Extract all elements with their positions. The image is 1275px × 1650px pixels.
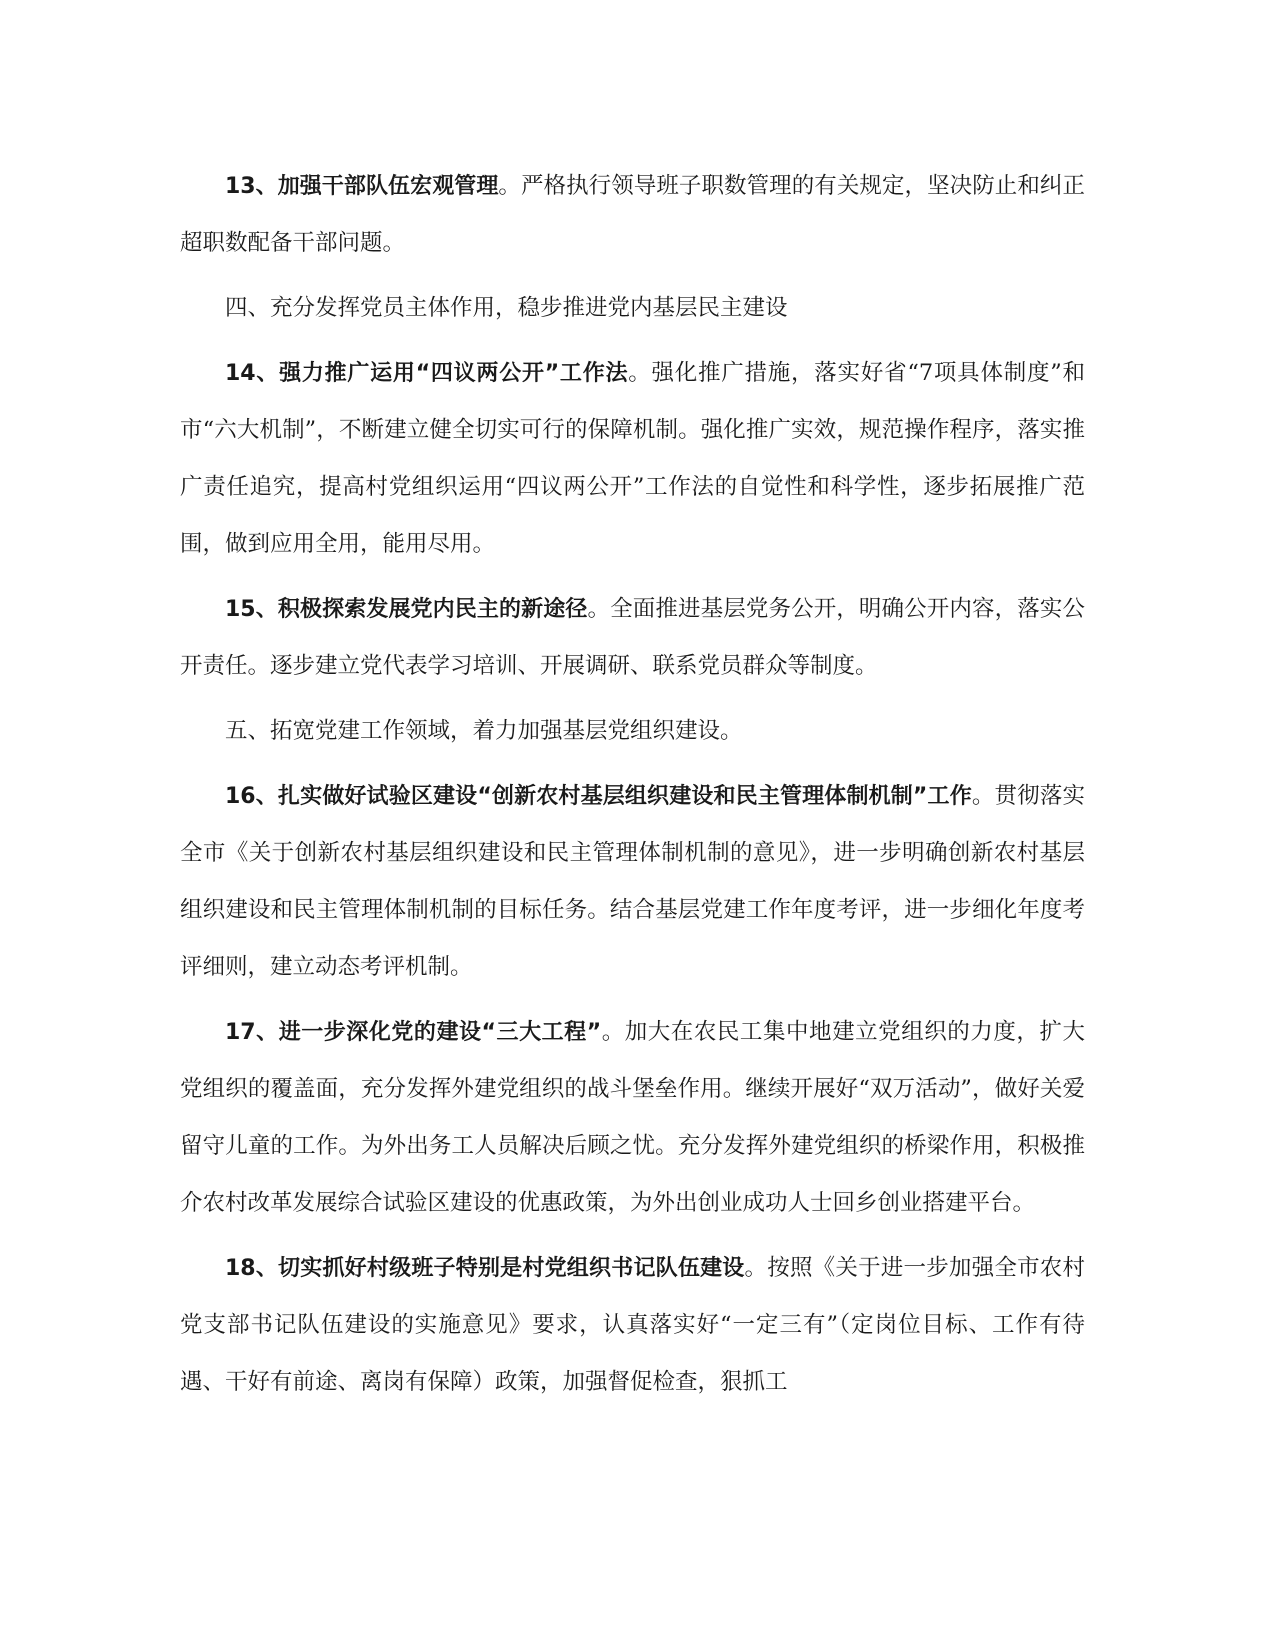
paragraph-item-16 [180, 768, 1085, 996]
item-title: 14、强力推广运用“四议两公开”工作法 [225, 361, 629, 386]
item-title: 15、积极探索发展党内民主的新途径 [225, 597, 588, 622]
section-heading-5: 五、拓宽党建工作领域，着力加强基层党组织建设。 [225, 718, 743, 744]
paragraph-item-18 [180, 1240, 1085, 1411]
item-title: 17、进一步深化党的建设“三大工程” [225, 1020, 602, 1045]
item-body: 。加大在农民工集中地建立党组织的力度，扩大党组织的覆盖面，充分发挥外建党组织的战斗堡垒作用。继续开展好“双万活动”，做好关爱留守儿童的工作。为外出务工人员解决后顾之忧。充分发挥外建党组织的桥梁作用，积极推介农村改革发展综合试验区建设的优惠政策，为外出创业成功人士回乡创业搭建平台。 [180, 1019, 1085, 1216]
paragraph-item-15 [180, 581, 1085, 695]
item-body: 。贯彻落实全市《关于创新农村基层组织建设和民主管理体制机制的意见》，进一步明确创新农村基层组织建设和民主管理体制机制的目标任务。结合基层党建工作年度考评，进一步细化年度考评细则，建立动态考评机制。 [180, 783, 1085, 980]
item-body: 。强化推广措施，落实好省“7项具体制度”和市“六大机制”，不断建立健全切实可行的保障机制。强化推广实效，规范操作程序，落实推广责任追究，提高村党组织运用“四议两公开”工作法的自觉性和科学性，逐步拓展推广范围，做到应用全用，能用尽用。 [180, 360, 1085, 557]
item-title: 13、加强干部队伍宏观管理 [225, 174, 499, 199]
paragraph-item-17 [180, 1004, 1085, 1232]
item-body: 。按照《关于进一步加强全市农村党支部书记队伍建设的实施意见》要求，认真落实好“一定三有”（定岗位目标、工作有待遇、干好有前途、离岗有保障）政策，加强督促检查，狠抓工 [180, 1255, 1085, 1395]
item-title: 18、切实抓好村级班子特别是村党组织书记队伍建设 [225, 1256, 745, 1281]
item-body: 。全面推进基层党务公开，明确公开内容，落实公开责任。逐步建立党代表学习培训、开展调研、联系党员群众等制度。 [180, 596, 1085, 679]
paragraph-item-13 [180, 158, 1085, 272]
paragraph-item-14 [180, 345, 1085, 573]
item-body: 。严格执行领导班子职数管理的有关规定，坚决防止和纠正超职数配备干部问题。 [180, 173, 1085, 256]
document-page [180, 158, 1085, 1411]
section-heading-4: 四、充分发挥党员主体作用，稳步推进党内基层民主建设 [225, 295, 788, 321]
item-title: 16、扎实做好试验区建设“创新农村基层组织建设和民主管理体制机制”工作 [225, 784, 972, 809]
